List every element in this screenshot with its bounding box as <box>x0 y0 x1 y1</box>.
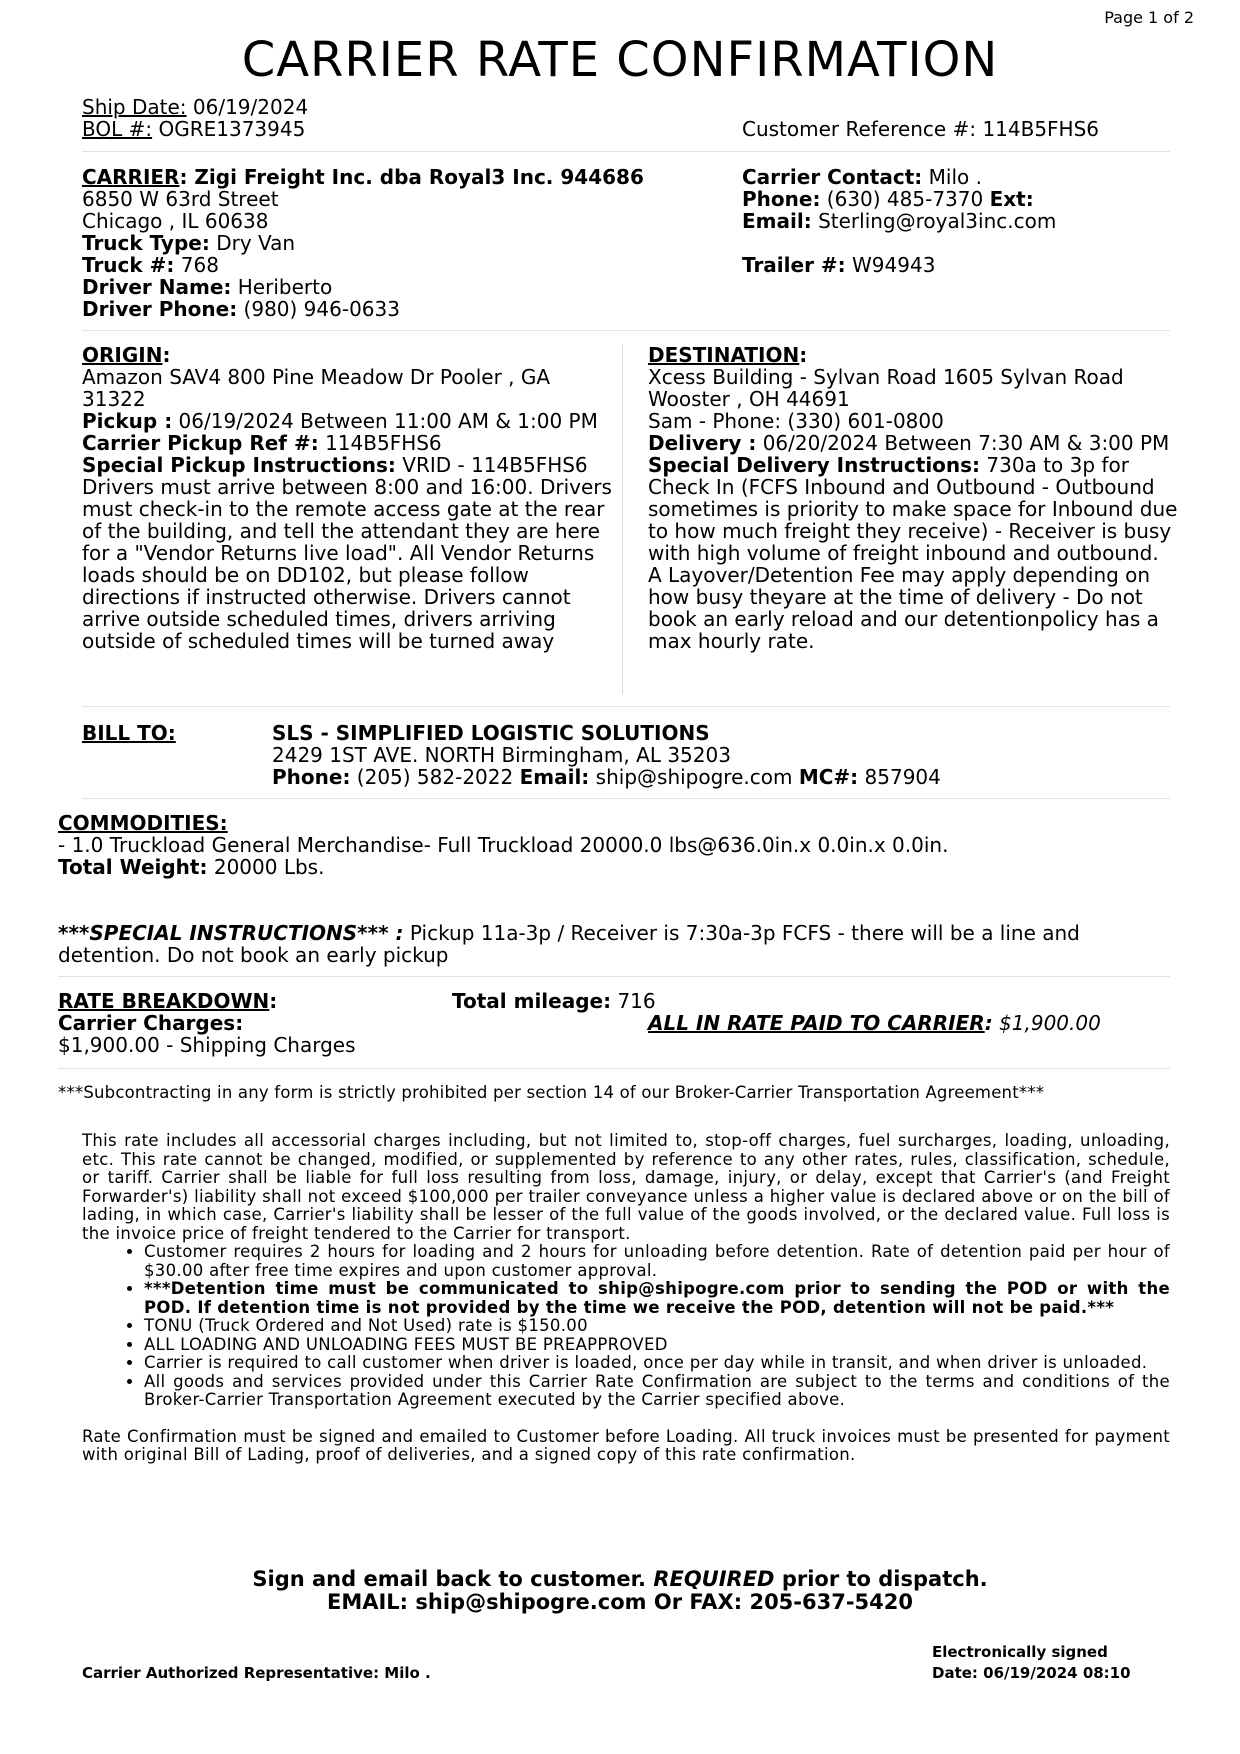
special-instructions <box>58 922 1173 966</box>
commodities-block <box>58 812 958 878</box>
sign-email-fax: EMAIL: ship@shipogre.com Or FAX: 205-637-5420 <box>326 1590 914 1614</box>
sign-line-part2: prior to dispatch. <box>781 1567 988 1591</box>
destination-label: DESTINATION <box>648 343 800 367</box>
origin-label: ORIGIN <box>82 343 163 367</box>
terms-item: • ALL LOADING AND UNLOADING FEES MUST BE PREAPPROVED <box>144 1336 1170 1355</box>
pickup-ref: 114B5FHS6 <box>325 431 442 455</box>
terms-item: • Carrier is required to call customer when driver is loaded, once per day while in transit, and when driver is unloaded. <box>144 1354 1170 1373</box>
pickup-ref-label: Carrier Pickup Ref #: <box>82 431 319 455</box>
terms-item: • Customer requires 2 hours for loading and 2 hours for unloading before detention. Rate of detention paid per hour of $30.00 after free time expires and upon customer approval. <box>144 1243 1170 1280</box>
carrier-label: CARRIER <box>82 165 180 189</box>
electronically-signed: Electronically signed <box>932 1643 1108 1661</box>
special-instructions-text: Pickup 11a-3p / Receiver is 7:30a-3p FCFS - there will be a line and detention. Do not book an early pickup <box>58 921 1080 967</box>
delivery-label: Delivery : <box>648 431 757 455</box>
divider <box>58 976 1170 977</box>
total-mileage: 716 <box>617 989 656 1013</box>
bol-label: BOL #: <box>82 117 153 141</box>
bill-to-mc: 857904 <box>864 765 941 789</box>
terms-block <box>82 1132 1170 1465</box>
carrier-name: : Zigi Freight Inc. dba Royal3 Inc. 944686 <box>179 165 644 189</box>
origin-address: Amazon SAV4 800 Pine Meadow Dr Pooler , GA 31322 <box>82 365 551 411</box>
bill-to-address: 2429 1ST AVE. NORTH Birmingham, AL 35203 <box>272 743 731 767</box>
signature-date: Date: 06/19/2024 08:10 <box>932 1664 1131 1682</box>
carrier-charges-label: Carrier Charges: <box>58 1011 244 1035</box>
bill-to-phone-label: Phone: <box>272 765 351 789</box>
rate-breakdown-label: RATE BREAKDOWN <box>58 989 270 1013</box>
bill-to-email-label: Email: <box>519 765 590 789</box>
truck-type-label: Truck Type: <box>82 231 210 255</box>
bill-to-name: SLS - SIMPLIFIED LOGISTIC SOLUTIONS <box>272 721 710 745</box>
all-in-rate-row: ALL IN RATE PAID TO CARRIER: $1,900.00 <box>648 1011 1101 1035</box>
sign-line-part1: Sign and email back to customer. <box>252 1567 646 1591</box>
document-title: CARRIER RATE CONFIRMATION <box>241 32 999 88</box>
divider <box>82 330 1170 331</box>
driver-name: Heriberto <box>237 275 333 299</box>
ship-date-row <box>82 96 308 118</box>
driver-name-label: Driver Name: <box>82 275 232 299</box>
delivery-time: 06/20/2024 Between 7:30 AM & 3:00 PM <box>762 431 1170 455</box>
page-number: Page 1 of 2 <box>1104 8 1194 27</box>
delivery-instructions: 730a to 3p for Check In (FCFS Inbound and Outbound - Outbound sometimes is priority to make space for Inbound due to how much freight they receive) - Receiver is busy with high volume of freight inbound and outbound. A Layover/Detention Fee may apply depending on how busy theyare at the time of delivery - Do not book an early reload and our detentionpolicy has a max hourly rate. <box>648 453 1178 653</box>
pickup-instructions: VRID - 114B5FHS6 Drivers must arrive between 8:00 and 16:00. Drivers must check-in to the remote access gate at the rear of the building, and tell the attendant they are here for a "Vendor Returns live load". All Vendor Returns loads should be on DD102, but please follow directions if instructed otherwise. Drivers cannot arrive outside scheduled times, drivers arriving outside of scheduled times will be turned away <box>82 453 612 653</box>
truck-type: Dry Van <box>216 231 296 255</box>
terms-list <box>82 1243 1170 1410</box>
terms-item-detention: • ***Detention time must be communicated to ship@shipogre.com prior to sending the POD or with the POD. If detention time is not provided by the time we receive the POD, detention will not be paid.*** <box>144 1280 1170 1317</box>
origin-block: ORIGIN: Amazon SAV4 800 Pine Meadow Dr Pooler , GA 31322 Pickup : 06/19/2024 Between 11:00 AM & 1:00 PM Carrier Pickup Ref #: 114B5FHS6 Special Pickup Instructions: VRID - 114B5FHS6 Drivers must arrive between 8:00 and 16:00. Drivers must check-in to the remote access gate at the rear of the building, and tell the attendant they are here for a "Vendor Returns live load". All Vendor Returns loads should be on DD102, but please follow directions if instructed otherwise. Drivers cannot arrive outside scheduled times, drivers arriving outside of scheduled times will be turned away <box>82 344 617 652</box>
truck-number: 768 <box>180 253 219 277</box>
terms-item: • All goods and services provided under this Carrier Rate Confirmation are subject to the terms and conditions of the Broker-Carrier Transportation Agreement executed by the Carrier specified above. <box>144 1373 1170 1410</box>
customer-reference: 114B5FHS6 <box>982 117 1100 141</box>
truck-number-label: Truck #: <box>82 253 175 277</box>
total-mileage-label: Total mileage: <box>452 989 612 1013</box>
carrier-street: 6850 W 63rd Street <box>82 187 279 211</box>
commodity-line: - 1.0 Truckload General Merchandise- Full Truckload 20000.0 lbs@636.0in.x 0.0in.x 0.0in. <box>58 833 949 857</box>
destination-block: DESTINATION: Xcess Building - Sylvan Road 1605 Sylvan Road Wooster , OH 44691 Sam - Phone: (330) 601-0800 Delivery : 06/20/2024 Between 7:30 AM & 3:00 PM Special Delivery Instructions: 730a to 3p for Check In (FCFS Inbound and Outbound - Outbound sometimes is priority to make space for Inbound due to how much freight they receive) - Receiver is busy with high volume of freight inbound and outbound. A Layover/Detention Fee may apply depending on how busy theyare at the time of delivery - Do not book an early reload and our detentionpolicy has a max hourly rate. <box>648 343 1178 653</box>
bill-to-email: ship@shipogre.com <box>595 765 793 789</box>
carrier-ext-label: Ext: <box>989 187 1034 211</box>
customer-reference-label: Customer Reference #: <box>742 117 977 141</box>
destination-contact: Sam - Phone: (330) 601-0800 <box>648 409 944 433</box>
driver-phone-label: Driver Phone: <box>82 297 238 321</box>
electronic-signature <box>932 1642 1131 1684</box>
customer-reference-row <box>742 118 1099 140</box>
bill-to-phone: (205) 582-2022 <box>356 765 514 789</box>
carrier-phone-label: Phone: <box>742 187 821 211</box>
authorized-representative: Carrier Authorized Representative: Milo . <box>82 1664 431 1682</box>
bol-row <box>82 118 305 140</box>
carrier-contact: Milo . <box>928 165 982 189</box>
column-divider <box>622 344 623 694</box>
carrier-email: Sterling@royal3inc.com <box>818 209 1057 233</box>
divider <box>82 151 1170 152</box>
sign-required: REQUIRED <box>653 1567 775 1591</box>
bill-to-mc-label: MC#: <box>798 765 859 789</box>
divider <box>82 706 1170 707</box>
special-instructions-label: ***SPECIAL INSTRUCTIONS*** : <box>58 921 404 945</box>
bol-number: OGRE1373945 <box>158 117 306 141</box>
driver-phone: (980) 946-0633 <box>243 297 400 321</box>
pickup-time: 06/19/2024 Between 11:00 AM & 1:00 PM <box>178 409 598 433</box>
carrier-charges: $1,900.00 - Shipping Charges <box>58 1033 356 1057</box>
mileage-row <box>452 990 656 1012</box>
terms-paragraph: This rate includes all accessorial charges including, but not limited to, stop-off charges, fuel surcharges, loading, unloading, etc. This rate cannot be changed, modified, or supplemented by reference to any other rates, rules, classification, schedule, or tariff. Carrier shall be liable for full loss resulting from loss, damage, injury, or delay, except that Carrier's (and Freight Forwarder's) liability shall not exceed $100,000 per trailer conveyance unless a higher value is declared above or on the bill of lading, in which case, Carrier's liability shall be lesser of the full value of the goods involved, or the declared value. Full loss is the invoice price of freight tendered to the Carrier for transport. <box>82 1131 1170 1243</box>
trailer-number: W94943 <box>852 253 936 277</box>
bill-to-label: BILL TO: <box>82 721 176 745</box>
ship-date: 06/19/2024 <box>192 95 309 119</box>
total-weight-label: Total Weight: <box>58 855 208 879</box>
pickup-instructions-label: Special Pickup Instructions: <box>82 453 396 477</box>
all-in-rate: $1,900.00 <box>999 1011 1101 1035</box>
all-in-rate-label: ALL IN RATE PAID TO CARRIER <box>648 1011 985 1035</box>
bill-to-block <box>272 722 1152 788</box>
carrier-city: Chicago , IL 60638 <box>82 209 269 233</box>
ship-date-label: Ship Date: <box>82 95 187 119</box>
sign-instructions <box>0 1568 1240 1614</box>
divider <box>82 798 1170 799</box>
subcontracting-notice: ***Subcontracting in any form is strictly prohibited per section 14 of our Broker-Carrier Transportation Agreement*** <box>58 1083 1045 1102</box>
carrier-email-label: Email: <box>742 209 812 233</box>
delivery-instructions-label: Special Delivery Instructions: <box>648 453 981 477</box>
pickup-label: Pickup : <box>82 409 173 433</box>
divider <box>58 1068 1170 1069</box>
trailer-label: Trailer #: <box>742 253 846 277</box>
destination-address: Xcess Building - Sylvan Road 1605 Sylvan Road Wooster , OH 44691 <box>648 365 1124 411</box>
carrier-contact-block <box>742 166 1172 276</box>
carrier-contact-label: Carrier Contact: <box>742 165 923 189</box>
carrier-phone: (630) 485-7370 <box>826 187 984 211</box>
carrier-block <box>82 166 682 320</box>
total-weight: 20000 Lbs. <box>213 855 325 879</box>
terms-closing: Rate Confirmation must be signed and emailed to Customer before Loading. All truck invoices must be presented for payment with original Bill of Lading, proof of deliveries, and a signed copy of this rate confirmation. <box>82 1426 1170 1464</box>
commodities-label: COMMODITIES: <box>58 811 228 835</box>
terms-item: • TONU (Truck Ordered and Not Used) rate is $150.00 <box>144 1317 1170 1336</box>
rate-breakdown-block: RATE BREAKDOWN: Carrier Charges: $1,900.00 - Shipping Charges <box>58 990 458 1056</box>
